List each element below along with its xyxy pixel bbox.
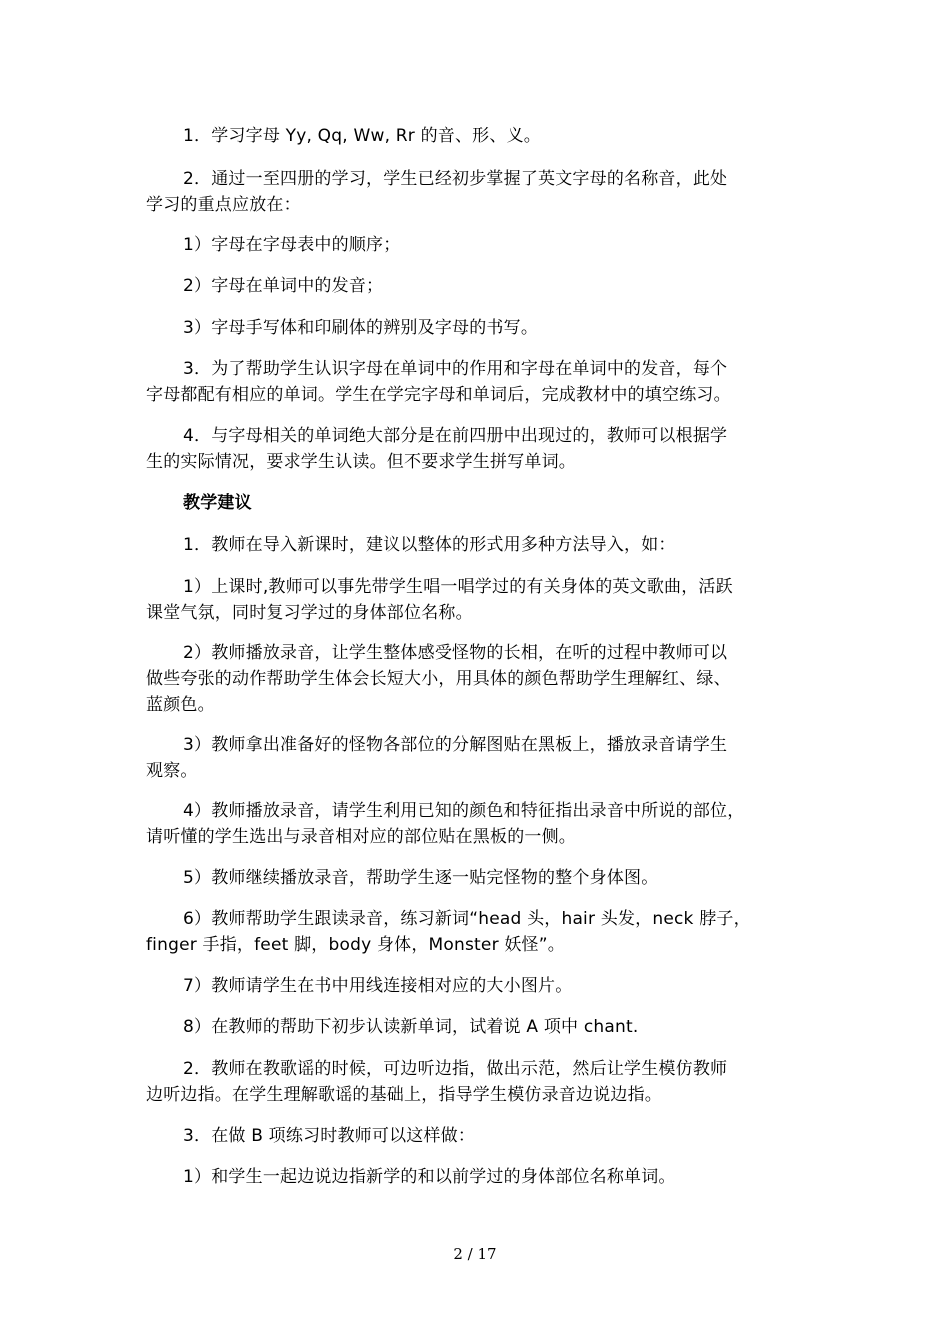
paragraph-7: [146, 423, 818, 475]
text-line: 观察。: [146, 761, 198, 781]
text-line: 2．通过一至四册的学习，学生已经初步掌握了英文字母的名称音，此处: [183, 169, 728, 189]
paragraph-20: [146, 1164, 818, 1190]
paragraph-9: [146, 532, 818, 558]
text-line: 学习的重点应放在：: [146, 195, 301, 215]
text-line: 1）上课时,教师可以事先带学生唱一唱学过的有关身体的英文歌曲，活跃: [183, 577, 733, 597]
text-line: 3）字母手写体和印刷体的辨别及字母的书写。: [183, 318, 539, 338]
text-line: 7）教师请学生在书中用线连接相对应的大小图片。: [183, 976, 573, 996]
text-line: 6）教师帮助学生跟读录音，练习新词“head 头，hair 头发，neck 脖子，: [183, 909, 751, 929]
text-line: 3）教师拿出准备好的怪物各部位的分解图贴在黑板上，播放录音请学生: [183, 735, 728, 755]
heading-text: 教学建议: [183, 493, 252, 513]
text-line: 课堂气氛，同时复习学过的身体部位名称。: [146, 603, 473, 623]
paragraph-18: [146, 1056, 818, 1108]
paragraph-1: [146, 123, 818, 149]
text-line: 1）和学生一起边说边指新学的和以前学过的身体部位名称单词。: [183, 1167, 676, 1187]
text-line: 1．学习字母 Yy, Qq, Ww, Rr 的音、形、义。: [183, 126, 541, 146]
paragraph-15: [146, 906, 818, 958]
text-line: 1．教师在导入新课时，建议以整体的形式用多种方法导入，如：: [183, 535, 676, 555]
text-line: 3．在做 B 项练习时教师可以这样做：: [183, 1126, 476, 1146]
text-line: 3．为了帮助学生认识字母在单词中的作用和字母在单词中的发音，每个: [183, 359, 728, 379]
paragraph-6: [146, 356, 818, 408]
paragraph-17: [146, 1014, 818, 1040]
text-line: 8）在教师的帮助下初步认读新单词，试着说 A 项中 chant.: [183, 1017, 639, 1037]
text-line: 2）教师播放录音，让学生整体感受怪物的长相，在听的过程中教师可以: [183, 643, 728, 663]
paragraph-19: [146, 1123, 818, 1149]
text-line: 做些夸张的动作帮助学生体会长短大小，用具体的颜色帮助学生理解红、绿、: [146, 669, 731, 689]
text-line: 蓝颜色。: [146, 695, 215, 715]
paragraph-5: [146, 315, 818, 341]
paragraph-4: [146, 273, 818, 299]
paragraph-14: [146, 865, 818, 891]
text-line: finger 手指，feet 脚，body 身体，Monster 妖怪”。: [146, 935, 565, 955]
page-number: 2 / 17: [453, 1245, 497, 1263]
text-line: 5）教师继续播放录音，帮助学生逐一贴完怪物的整个身体图。: [183, 868, 659, 888]
text-line: 边听边指。在学生理解歌谣的基础上，指导学生模仿录音边说边指。: [146, 1085, 662, 1105]
paragraph-10: [146, 574, 818, 626]
text-line: 4．与字母相关的单词绝大部分是在前四册中出现过的，教师可以根据学: [183, 426, 728, 446]
paragraph-13: [146, 798, 818, 850]
text-line: 4）教师播放录音，请学生利用已知的颜色和特征指出录音中所说的部位，: [183, 801, 745, 821]
text-line: 字母都配有相应的单词。学生在学完字母和单词后，完成教材中的填空练习。: [146, 385, 731, 405]
paragraph-11: [146, 640, 818, 718]
paragraph-16: [146, 973, 818, 999]
paragraph-3: [146, 232, 818, 258]
section-heading: [146, 490, 818, 516]
text-line: 请听懂的学生选出与录音相对应的部位贴在黑板的一侧。: [146, 827, 576, 847]
paragraph-2: [146, 166, 818, 218]
text-line: 2）字母在单词中的发音；: [183, 276, 384, 296]
text-line: 1）字母在字母表中的顺序；: [183, 235, 401, 255]
text-line: 2．教师在教歌谣的时候，可边听边指，做出示范，然后让学生模仿教师: [183, 1059, 728, 1079]
paragraph-12: [146, 732, 818, 784]
text-line: 生的实际情况，要求学生认读。但不要求学生拼写单词。: [146, 452, 576, 472]
